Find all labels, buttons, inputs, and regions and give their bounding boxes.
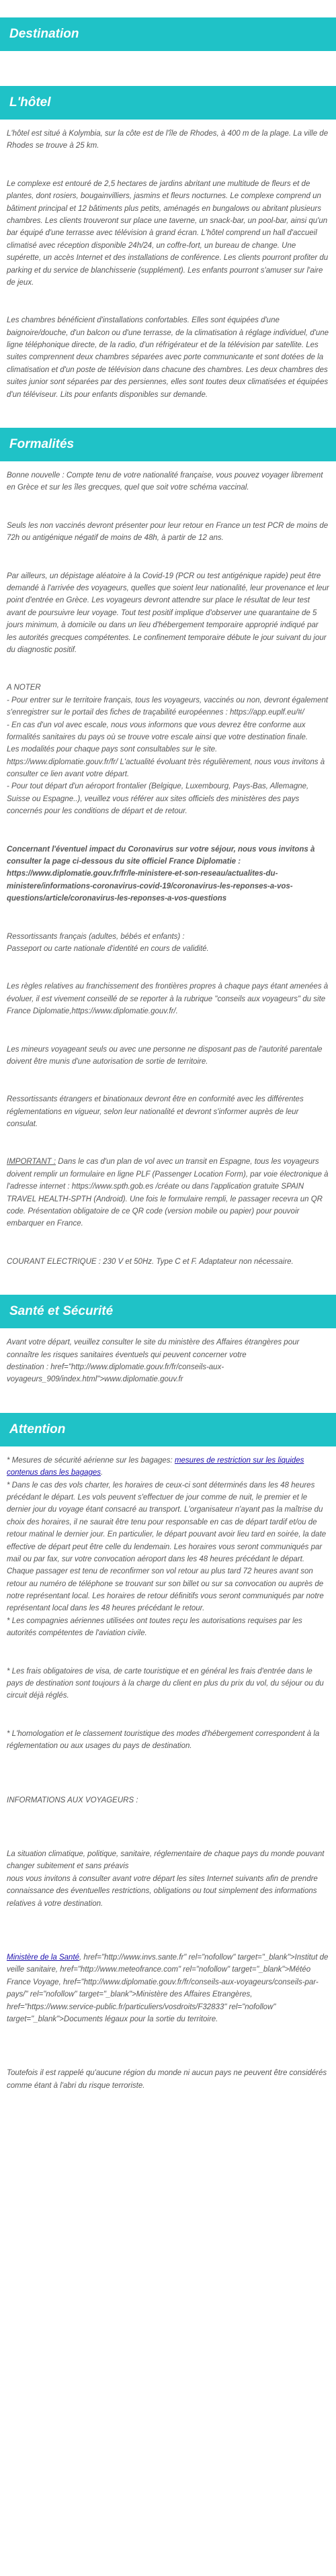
section-header-formalites: Formalités [0,428,336,461]
sante-paragraph-1: Avant votre départ, veuillez consulter le site du ministère des Affaires étrangères pour connaître les risques sanitaires éventuels qui peuvent concerner votre destination : href="http://www.diplomatie.gouv.fr/fr/conseils-aux-voyageurs_909/index.html">www.diplomatie.gouv.fr [7,1338,300,1384]
attention-paragraph-3: * L'homologation et le classement touristique des modes d'hébergement correspondent à la réglementation ou aux usages du pays de destination. [7,1729,320,1751]
formalites-paragraph-4: A NOTER - Pour entrer sur le territoire français, tous les voyageurs, vaccinés ou non, devront également s'enregistrer sur le portail des fiches de traçabilité européennes : https://app.euplf.eu/#/ - En cas d'un vol avec escale, nous vous informons que vous devrez être conforme aux formalités sanitaires du pays où se trouve votre escale ainsi que votre destination finale. Les modalités pour chaque pays sont consultables sur le site. https://www.diplomatie.gouv.fr/fr/ L'actualité évoluant très régulièrement, nous vous invitons à consulter ce lien avant votre départ. - Pour tout départ d'un aéroport frontalier (Belgique, Luxembourg, Pays-Bas, Allemagne, Suisse ou Espagne..), veuillez vous référer aux sites officiels des ministères des pays concernés pour les conditions de départ et de retour. [7,684,329,816]
attention-p1-before: * Mesures de sécurité aérienne sur les bagages: [7,1456,175,1465]
ministere-sante-link[interactable]: Ministère de la Santé [7,1953,80,1962]
hotel-paragraph-2: Le complexe est entouré de 2,5 hectares de jardins abritant une multitude de fleurs et de plantes, dont rosiers, bougainvilliers, jasmins et fleurs nocturnes. Le complexe comprend un bâtiment principal et 12 bâtiments plus petits, aménagés en bungalows ou abritant plusieurs chambres. Les clients trouveront sur place une taverne, un snack-bar, un pool-bar, ainsi qu'un bar équipé d'une terrasse avec télévision à grand écran. L'hôtel comprend un hall d'accueil climatisé avec réception disponible 24h/24, un coffre-fort, un bureau de change. Une supérette, un accès Internet et des installations de conférence. Les clients pourront profiter du parking et du service de blanchisserie (supplément). Les enfants pourront s'amuser sur l'aire de jeux. [7,179,329,287]
section-body-hotel [0,120,336,428]
attention-paragraph-4: INFORMATIONS AUX VOYAGEURS : [7,1796,138,1804]
formalites-paragraph-6: Ressortissants français (adultes, bébés et enfants) : Passeport ou carte nationale d'identité en cours de validité. [7,932,209,953]
section-header-attention: Attention [0,1413,336,1446]
hotel-paragraph-3: Les chambres bénéficient d'installations confortables. Elles sont équipées d'une baignoire/douche, d'un balcon ou d'une terrasse, de la climatisation à réglage individuel, d'une ligne téléphonique directe, de la radio, d'un réfrigérateur et de la télévision par satellite. Les suites comprennent deux chambres séparées avec porte communicante et sont dotées de la climatisation et d'un poste de télévision dans chacune des chambres. Les deux chambres des suites junior sont séparées par des persiennes, elles sont toutes deux climatisées et équipées d'un téléviseur. Lits pour enfants disponibles sur demande. [7,316,329,399]
attention-paragraph-2: * Les frais obligatoires de visa, de carte touristique et en général les frais d'entrée dans le pays de destination sont toujours à la charge du client en plus du prix du vol, du séjour ou du circuit déjà réglés. [7,1667,324,1700]
attention-paragraph-7: Toutefois il est rappelé qu'aucune région du monde ni aucun pays ne peuvent être considérés comme étant à l'abri du risque terroriste. [7,2069,327,2090]
attention-paragraph-1 [7,1455,329,1640]
hotel-paragraph-1: L'hôtel est situé à Kolymbia, sur la côte est de l'île de Rhodes, à 400 m de la plage. La ville de Rhodes se trouve à 25 km. [7,130,329,150]
attention-p1-after: . * Dans le cas des vols charter, les horaires de ceux-ci sont déterminés dans les 48 heures précédant le départ. Les vols peuvent s'effectuer de jour comme de nuit, le premier et le dernier jour du voyage étant consacré au transport. L'organisateur n'ayant pas la maîtrise du choix des horaires, il ne saurait être tenu pour responsable en cas de départ tardif et/ou de retour matinal le dernier jour. En particulier, le départ pouvant avoir lieu tard en soirée, la date effective de départ peut être celle du lendemain. Les horaires vous seront communiqués par mail ou par fax, sur votre convocation aéroport dans les 48 heures précédant le départ. Chaque passager est tenu de reconfirmer son vol retour au plus tard 72 heures avant son retour au numéro de téléphone se trouvant sur son billet ou sur sa convocation ou auprès de notre représentant local. Les horaires de retour définitifs vous seront communiqués par notre représentant local dans les 48 heures précédant le retour. * Les compagnies aériennes utilisées ont toutes reçu les autorisations requises par les autorités compétentes de l'aviation civile. [7,1469,327,1638]
section-header-hotel: L'hôtel [0,86,336,120]
section-body-destination [0,51,336,86]
formalites-paragraph-11: COURANT ELECTRIQUE : 230 V et 50Hz. Type C et F. Adaptateur non nécessaire. [7,1257,294,1266]
formalites-paragraph-9: Ressortissants étrangers et binationaux devront être en conformité avec les différentes réglementations en vigueur, selon leur nationalité et devront s'informer auprès de leur consulat. [7,1095,304,1129]
important-label: IMPORTANT : [7,1158,56,1166]
section-header-sante: Santé et Sécurité [0,1295,336,1328]
liquids-restriction-link[interactable]: mesures de restriction sur les liquides contenus dans les bagages [7,1456,304,1477]
formalites-paragraph-1: Bonne nouvelle : Compte tenu de votre nationalité française, vous pouvez voyager librement en Grèce et sur les îles grecques, quel que soit votre schéma vaccinal. [7,471,323,492]
formalites-paragraph-3: Par ailleurs, un dépistage aléatoire à la Covid-19 (PCR ou test antigénique rapide) peut être demandé à l'arrivée des voyageurs, quelles que soient leur nationalité, leur provenance et leur point d'entrée en Grèce. Les voyageurs devront attendre sur place le résultat de leur test avant de poursuivre leur voyage. Tout test positif implique d'observer une quarantaine de 5 jours minimum, à domicile ou dans un lieu d'hébergement temporaire approprié indiqué par les autorités grecques compétentes. Le confinement temporaire débute le jour suivant du jour du diagnostic positif. [7,571,329,654]
formalites-paragraph-8: Les mineurs voyageant seuls ou avec une personne ne disposant pas de l'autorité parentale doivent être munis d'une autorisation de sortie de territoire. [7,1045,323,1066]
section-body-sante [0,1328,336,1413]
attention-paragraph-5: La situation climatique, politique, sanitaire, réglementaire de chaque pays du monde pouvant changer subitement et sans préavis nous vous invitons à consulter avant votre départ les sites Internet suivants afin de prendre connaissance des éventuelles restrictions, obligations ou tout simplement des informations relatives à votre destination. [7,1849,325,1908]
section-body-formalites [0,461,336,1295]
formalites-paragraph-5: Concernant l'éventuel impact du Coronavirus sur votre séjour, nous vous invitons à consulter la page ci-dessous du site officiel France Diplomatie : https://www.diplomatie.gouv.fr/fr/le-ministere-et-son-reseau/actualites-du-ministere/informations-coronavirus-covid-19/coronavirus-les-reponses-a-vos-questions/article/coronavirus-les-reponses-a-vos-questions [7,845,315,903]
attention-p6-text: , href="http://www.invs.sante.fr" rel="nofollow" target="_blank">Institut de veille sanitaire, href="http://www.meteofrance.com" rel="nofollow" target="_blank">Météo France Voyage, href="http://www.diplomatie.gouv.fr/fr/conseils-aux-voyageurs/conseils-par-pays/" rel="nofollow" target="_blank">Ministère des Affaires Etrangères, href="https://www.service-public.fr/particuliers/vosdroits/F32833" rel="nofollow" target="_blank">Documents légaux pour la sortie du territoire. [7,1953,329,2023]
section-header-destination: Destination [0,17,336,51]
attention-paragraph-6 [7,1951,329,2025]
formalites-paragraph-10 [7,1156,329,1230]
important-text: Dans le cas d'un plan de vol avec un transit en Espagne, tous les voyageurs doivent remplir un formulaire en ligne PLF (Passenger Location Form), par voie électronique à l'adresse internet : https://www.spth.gob.es /créate ou dans l'application gratuite SPAIN TRAVEL HEALTH-SPTH (Android). Une fois le formulaire rempli, le passager recevra un QR code. Présentation obligatoire de ce QR code (version mobile ou papier) pour pouvoir embarquer en France. [7,1158,329,1228]
formalites-paragraph-7: Les règles relatives au franchissement des frontières propres à chaque pays étant amenées à évoluer, il est vivement conseillé de se reporter à la rubrique "conseils aux voyageurs" du site France Diplomatie,https://www.diplomatie.gouv.fr/. [7,982,329,1016]
formalites-paragraph-2: Seuls les non vaccinés devront présenter pour leur retour en France un test PCR de moins de 72h ou antigénique négatif de moins de 48h, à partir de 12 ans. [7,521,329,543]
section-body-attention [0,1446,336,2119]
